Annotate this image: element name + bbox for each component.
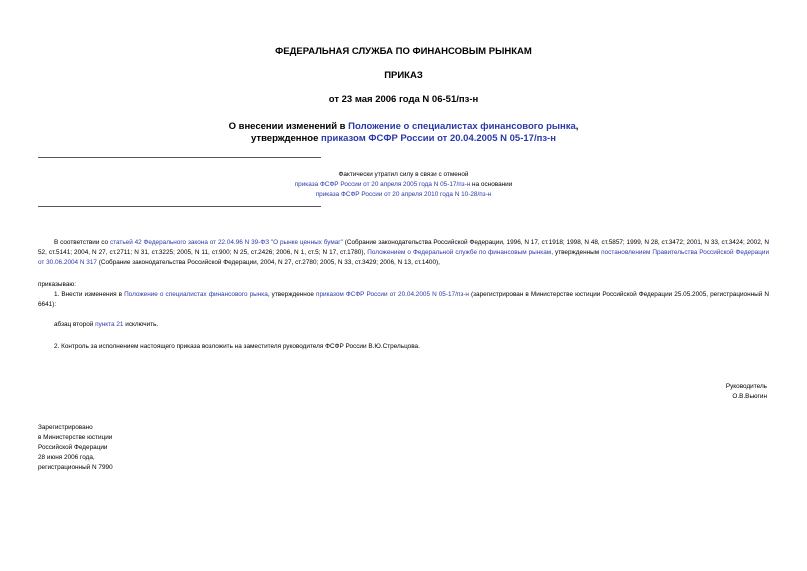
title-text: О внесении изменений в — [228, 121, 349, 132]
preamble-text: (Собрание законодательства Российской Федерации, 2004, N 27, ст.2780; 2005, N 33, ст.3429; 2006, N 13, ст.1400), — [96, 259, 440, 266]
document-title-line-1 — [0, 121, 807, 132]
title-link-order[interactable]: приказом ФСФР России от 20.04.2005 N 05-17/пз-н — [321, 133, 556, 144]
signature-name: О.В.Вьюгин — [732, 393, 767, 400]
item-2-paragraph: 2. Контроль за исполнением настоящего приказа возложить на заместителя руководителя ФСФР России В.Ю.Стрельцова. — [54, 343, 420, 350]
status-line-2 — [38, 180, 769, 190]
title-text: , — [575, 121, 579, 132]
link-clause-21[interactable]: пункта 21 — [95, 321, 124, 328]
link-fsfr-regulation[interactable]: Положением о Федеральной службе по финансовым рынкам — [367, 249, 552, 256]
preamble-paragraph — [38, 238, 769, 268]
registration-line-3: Российской Федерации — [38, 444, 108, 451]
status-text: на основании — [470, 181, 513, 188]
link-specialists-regulation[interactable]: Положение о специалистах финансового рынка — [124, 291, 268, 298]
registration-line-2: в Министерстве юстиции — [38, 434, 113, 441]
registration-line-5: регистрационный N 7990 — [38, 464, 113, 471]
divider-bottom — [38, 206, 321, 207]
document-date: от 23 мая 2006 года N 06-51/пз-н — [328, 94, 479, 105]
item-1-text: (зарегистрирован в Министерстве юстиции Российской Федерации 25.05.2005, регистрационный N 6641): — [38, 291, 769, 308]
status-link-repealing-order[interactable]: приказа ФСФР России от 20 апреля 2010 года N 10-28/пз-н — [315, 191, 492, 198]
order-word: приказываю: — [38, 281, 76, 288]
status-line-3 — [38, 190, 769, 200]
item-1-text: 1. Внести изменения в — [54, 291, 125, 298]
registration-block — [38, 423, 113, 473]
sub-item-paragraph — [38, 320, 769, 330]
link-government-decree[interactable]: постановлением Правительства Российской Федерации от 30.06.2004 N 317 — [38, 249, 770, 266]
sub-item-text: абзац второй — [54, 321, 96, 328]
sub-item-text: исключить. — [123, 321, 159, 328]
document-type: ПРИКАЗ — [384, 70, 423, 81]
registration-line-4: 28 июня 2006 года, — [38, 454, 95, 461]
divider-top — [38, 157, 321, 158]
preamble-text: В соответствии со — [54, 239, 110, 246]
status-note — [38, 170, 769, 200]
title-link-regulation[interactable]: Положение о специалистах финансового рынка — [348, 121, 576, 132]
link-order-05-17[interactable]: приказом ФСФР России от 20.04.2005 N 05-17/пз-н — [315, 291, 469, 298]
signature-block — [726, 382, 767, 402]
item-1-text: , утвержденное — [267, 291, 316, 298]
link-article-42[interactable]: статьей 42 Федерального закона от 22.04.96 N 39-ФЗ "О рынке ценных бумаг" — [109, 239, 343, 246]
document-title-line-2 — [0, 133, 807, 144]
registration-line-1: Зарегистрировано — [38, 424, 93, 431]
item-1-paragraph — [38, 290, 769, 310]
preamble-text: (Собрание законодательства Российской Федерации, 1996, N 17, ст.1918; 1998, N 48, ст.5857; 1999, N 28, ст.3472; 2001, N 33, ст.3424; 2002, N 52, ст.5141; 2004, N 27, ст.2711; N 31, ст.3225; 2005, N 11, ст.900; N 25, ст.2426; 2006, N 1, ст.5; N 17, ст.1780), — [38, 239, 769, 256]
agency-name: ФЕДЕРАЛЬНАЯ СЛУЖБА ПО ФИНАНСОВЫМ РЫНКАМ — [275, 46, 532, 57]
status-link-repealed-order[interactable]: приказа ФСФР России от 20 апреля 2005 года N 05-17/пз-н — [294, 181, 471, 188]
status-line-1: Фактически утратил силу в связи с отменой — [338, 171, 469, 178]
preamble-text: , утвержденным — [551, 249, 602, 256]
title-text: утвержденное — [251, 133, 322, 144]
signature-title: Руководитель — [725, 383, 767, 390]
